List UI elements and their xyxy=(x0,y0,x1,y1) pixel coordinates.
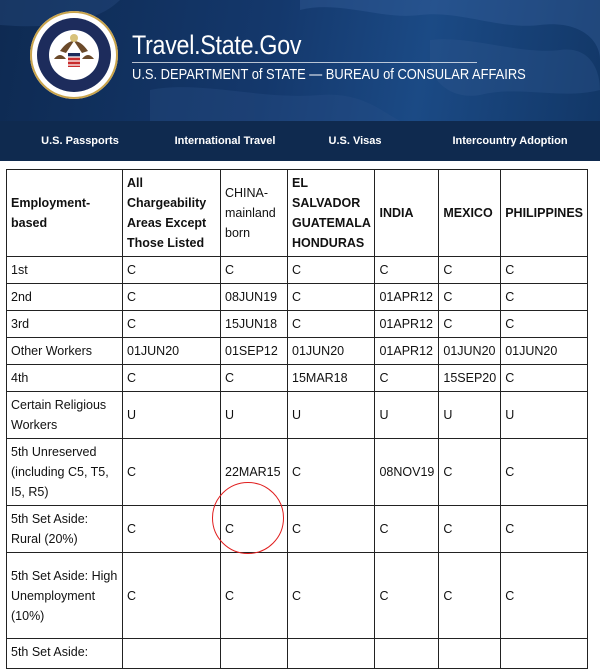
date-cell: C xyxy=(123,439,221,506)
date-cell: 08NOV19 xyxy=(375,439,439,506)
date-cell: C xyxy=(439,553,501,639)
date-cell: C xyxy=(501,311,588,338)
date-cell: 01JUN20 xyxy=(288,338,375,365)
date-cell: U xyxy=(439,392,501,439)
date-cell xyxy=(501,639,588,669)
row-category-cell: 2nd xyxy=(7,284,123,311)
date-cell: 15SEP20 xyxy=(439,365,501,392)
date-cell: C xyxy=(288,439,375,506)
date-cell: U xyxy=(221,392,288,439)
nav-item-intercountry-adoption[interactable]: Intercountry Adoption xyxy=(452,135,568,147)
table-row xyxy=(7,392,588,439)
date-cell: 01SEP12 xyxy=(221,338,288,365)
date-cell: 15MAR18 xyxy=(288,365,375,392)
date-cell: C xyxy=(439,257,501,284)
header-el-salvador-guatemala-honduras: EL SALVADOR GUATEMALA HONDURAS xyxy=(288,170,375,257)
table-row xyxy=(7,439,588,506)
header-china: CHINA-mainland born xyxy=(221,170,288,257)
row-category-cell: Other Workers xyxy=(7,338,123,365)
state-department-seal[interactable] xyxy=(30,11,118,99)
date-cell xyxy=(375,639,439,669)
date-cell: 01JUN20 xyxy=(123,338,221,365)
date-cell: C xyxy=(439,311,501,338)
header-all-chargeability: All Chargeability Areas Except Those Listed xyxy=(123,170,221,257)
date-cell: C xyxy=(221,365,288,392)
date-cell xyxy=(439,639,501,669)
table-row xyxy=(7,506,588,553)
date-cell xyxy=(123,639,221,669)
date-cell: U xyxy=(288,392,375,439)
date-cell: 01APR12 xyxy=(375,311,439,338)
date-cell: C xyxy=(439,506,501,553)
date-cell: 15JUN18 xyxy=(221,311,288,338)
nav-item-international-travel[interactable]: International Travel xyxy=(174,135,276,147)
date-cell: 01APR12 xyxy=(375,338,439,365)
date-cell: C xyxy=(123,365,221,392)
row-category-cell: 5th Set Aside: High Unemployment (10%) xyxy=(7,553,123,639)
site-subtitle: U.S. DEPARTMENT of STATE — BUREAU of CONSULAR AFFAIRS xyxy=(132,66,526,83)
date-cell: C xyxy=(221,257,288,284)
date-cell: C xyxy=(501,257,588,284)
table-row xyxy=(7,311,588,338)
date-cell: C xyxy=(439,284,501,311)
row-category-cell: 5th Set Aside: Rural (20%) xyxy=(7,506,123,553)
nav-item-us-passports[interactable]: U.S. Passports xyxy=(41,135,119,147)
date-cell: C xyxy=(123,257,221,284)
row-category-cell: 3rd xyxy=(7,311,123,338)
title-divider xyxy=(132,62,477,63)
date-cell: C xyxy=(501,506,588,553)
date-cell: C xyxy=(288,284,375,311)
date-cell: C xyxy=(375,506,439,553)
date-cell: C xyxy=(288,257,375,284)
header-india: INDIA xyxy=(375,170,439,257)
table-header-row xyxy=(7,170,588,257)
date-cell: C xyxy=(123,311,221,338)
table-row xyxy=(7,338,588,365)
date-cell: C xyxy=(288,506,375,553)
date-cell: C xyxy=(123,553,221,639)
site-title[interactable]: Travel.State.Gov xyxy=(132,30,302,60)
date-cell: U xyxy=(501,392,588,439)
date-cell: U xyxy=(375,392,439,439)
row-category-cell: Certain Religious Workers xyxy=(7,392,123,439)
main-navigation xyxy=(0,121,600,161)
row-category-cell: 5th Set Aside: xyxy=(7,639,123,669)
nav-item-us-visas[interactable]: U.S. Visas xyxy=(328,135,382,147)
table-row xyxy=(7,639,588,669)
row-category-cell: 1st xyxy=(7,257,123,284)
date-cell: C xyxy=(221,506,288,553)
site-header xyxy=(0,0,600,121)
date-cell xyxy=(221,639,288,669)
date-cell: C xyxy=(221,553,288,639)
date-cell: C xyxy=(501,284,588,311)
table-row xyxy=(7,553,588,639)
date-cell: C xyxy=(501,553,588,639)
employment-based-final-action-dates-table xyxy=(6,169,588,669)
header-mexico: MEXICO xyxy=(439,170,501,257)
row-category-cell: 5th Unreserved (including C5, T5, I5, R5) xyxy=(7,439,123,506)
date-cell: 01JUN20 xyxy=(501,338,588,365)
date-cell: 01JUN20 xyxy=(439,338,501,365)
visa-bulletin-table-container xyxy=(6,169,588,669)
row-category-cell: 4th xyxy=(7,365,123,392)
date-cell: C xyxy=(375,365,439,392)
date-cell: C xyxy=(123,284,221,311)
header-employment-based: Employment-based xyxy=(7,170,123,257)
date-cell: C xyxy=(123,506,221,553)
date-cell: 22MAR15 xyxy=(221,439,288,506)
table-row xyxy=(7,365,588,392)
date-cell: C xyxy=(501,439,588,506)
date-cell xyxy=(288,639,375,669)
date-cell: U xyxy=(123,392,221,439)
date-cell: C xyxy=(375,553,439,639)
table-row xyxy=(7,284,588,311)
date-cell: 01APR12 xyxy=(375,284,439,311)
date-cell: C xyxy=(375,257,439,284)
date-cell: C xyxy=(501,365,588,392)
date-cell: C xyxy=(288,311,375,338)
seal-icon xyxy=(30,11,118,99)
date-cell: C xyxy=(288,553,375,639)
header-philippines: PHILIPPINES xyxy=(501,170,588,257)
date-cell: C xyxy=(439,439,501,506)
date-cell: 08JUN19 xyxy=(221,284,288,311)
table-row xyxy=(7,257,588,284)
